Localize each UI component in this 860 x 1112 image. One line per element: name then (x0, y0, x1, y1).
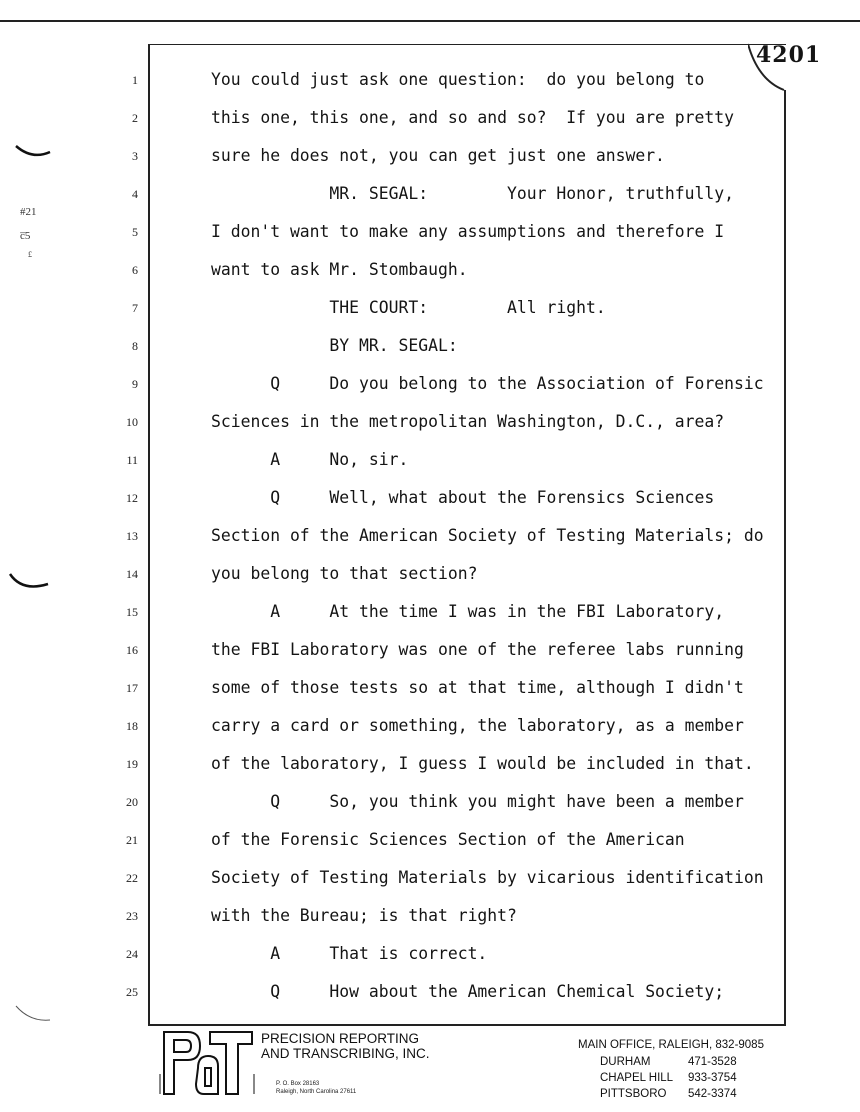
line-number: 25 (126, 985, 138, 999)
line-number: 5 (132, 225, 138, 239)
line-number: 1 (132, 73, 138, 87)
transcript-line: A That is correct. (211, 944, 488, 963)
line-number: 8 (132, 339, 138, 353)
line-number: 9 (132, 377, 138, 391)
line-number: 2 (132, 111, 138, 125)
line-number: 7 (132, 301, 138, 315)
line-number: 12 (126, 491, 138, 505)
transcript-line: I don't want to make any assumptions and therefore I (211, 222, 725, 241)
main-office: MAIN OFFICE, RALEIGH, 832-9085 (578, 1039, 764, 1051)
line-number: 3 (132, 149, 138, 163)
margin-mark: #21 (20, 206, 37, 218)
transcript-line: of the Forensic Sciences Section of the American (211, 830, 685, 849)
line-number: 10 (126, 415, 138, 429)
transcript-line: A At the time I was in the FBI Laboratory, (211, 602, 725, 621)
transcript-line: this one, this one, and so and so? If you are pretty (211, 108, 735, 127)
address-line: P. O. Box 28163 (276, 1081, 320, 1087)
transcript-line: carry a card or something, the laboratory, as a member (211, 716, 744, 735)
margin-hole-punch-mark (8, 570, 52, 596)
transcript-line: Q Do you belong to the Association of Forensic (211, 374, 764, 393)
office-phone: 471-3528 (688, 1056, 737, 1068)
line-number: 13 (126, 529, 138, 543)
transcript-line: want to ask Mr. Stombaugh. (211, 260, 468, 279)
address-line: Raleigh, North Carolina 27611 (276, 1089, 357, 1095)
office-city: CHAPEL HILL (600, 1072, 674, 1084)
line-number: 4 (132, 187, 138, 201)
line-number: 19 (126, 757, 138, 771)
transcript-line: you belong to that section? (211, 564, 478, 583)
transcript-line: Society of Testing Materials by vicarious identification (211, 868, 764, 887)
transcript-frame-right (784, 90, 786, 1024)
transcript-line: BY MR. SEGAL: (211, 336, 458, 355)
transcript-line: Q Well, what about the Forensics Sciences (211, 488, 715, 507)
office-city: DURHAM (600, 1056, 651, 1068)
transcript-line: sure he does not, you can get just one answer. (211, 146, 665, 165)
firm-name-line: PRECISION REPORTING (261, 1031, 420, 1046)
line-number: 16 (126, 643, 138, 657)
firm-name (261, 1031, 430, 1061)
line-number: 21 (126, 833, 138, 847)
line-number: 22 (126, 871, 138, 885)
transcript-line: Sciences in the metropolitan Washington, D.C., area? (211, 412, 725, 431)
transcript-line: THE COURT: All right. (211, 298, 606, 317)
office-phone: 933-3754 (688, 1072, 737, 1084)
line-number: 15 (126, 605, 138, 619)
line-number: 24 (126, 947, 138, 961)
line-number: 11 (126, 453, 138, 467)
transcript-line: MR. SEGAL: Your Honor, truthfully, (211, 184, 735, 203)
margin-hole-punch-mark (14, 1004, 54, 1024)
office-phone: 542-3374 (688, 1088, 737, 1100)
transcript-line: You could just ask one question: do you belong to (211, 70, 705, 89)
line-number: 20 (126, 795, 138, 809)
line-number: 17 (126, 681, 138, 695)
firm-name-line: AND TRANSCRIBING, INC. (261, 1046, 430, 1061)
page-number: 4201 (756, 42, 822, 68)
margin-mark: c̅5 (20, 230, 31, 242)
transcript-line: some of those tests so at that time, although I didn't (211, 678, 744, 697)
transcript-frame-bottom (148, 1024, 786, 1026)
line-number: 14 (126, 567, 138, 581)
transcript-line: of the laboratory, I guess I would be included in that. (211, 754, 754, 773)
transcript-line: the FBI Laboratory was one of the referee labs running (211, 640, 744, 659)
page-top-rule (0, 0, 860, 22)
line-number: 6 (132, 263, 138, 277)
margin-hole-punch-mark (14, 140, 54, 162)
firm-logo (158, 1028, 256, 1096)
office-city: PITTSBORO (600, 1088, 667, 1100)
transcript-line: Q How about the American Chemical Society; (211, 982, 725, 1001)
line-number: 23 (126, 909, 138, 923)
margin-mark: £ (28, 250, 32, 259)
transcript-line: Q So, you think you might have been a member (211, 792, 744, 811)
transcript-line: with the Bureau; is that right? (211, 906, 517, 925)
line-number: 18 (126, 719, 138, 733)
transcript-line: A No, sir. (211, 450, 409, 469)
transcript-line: Section of the American Society of Testing Materials; do (211, 526, 764, 545)
firm-address (276, 1080, 356, 1096)
